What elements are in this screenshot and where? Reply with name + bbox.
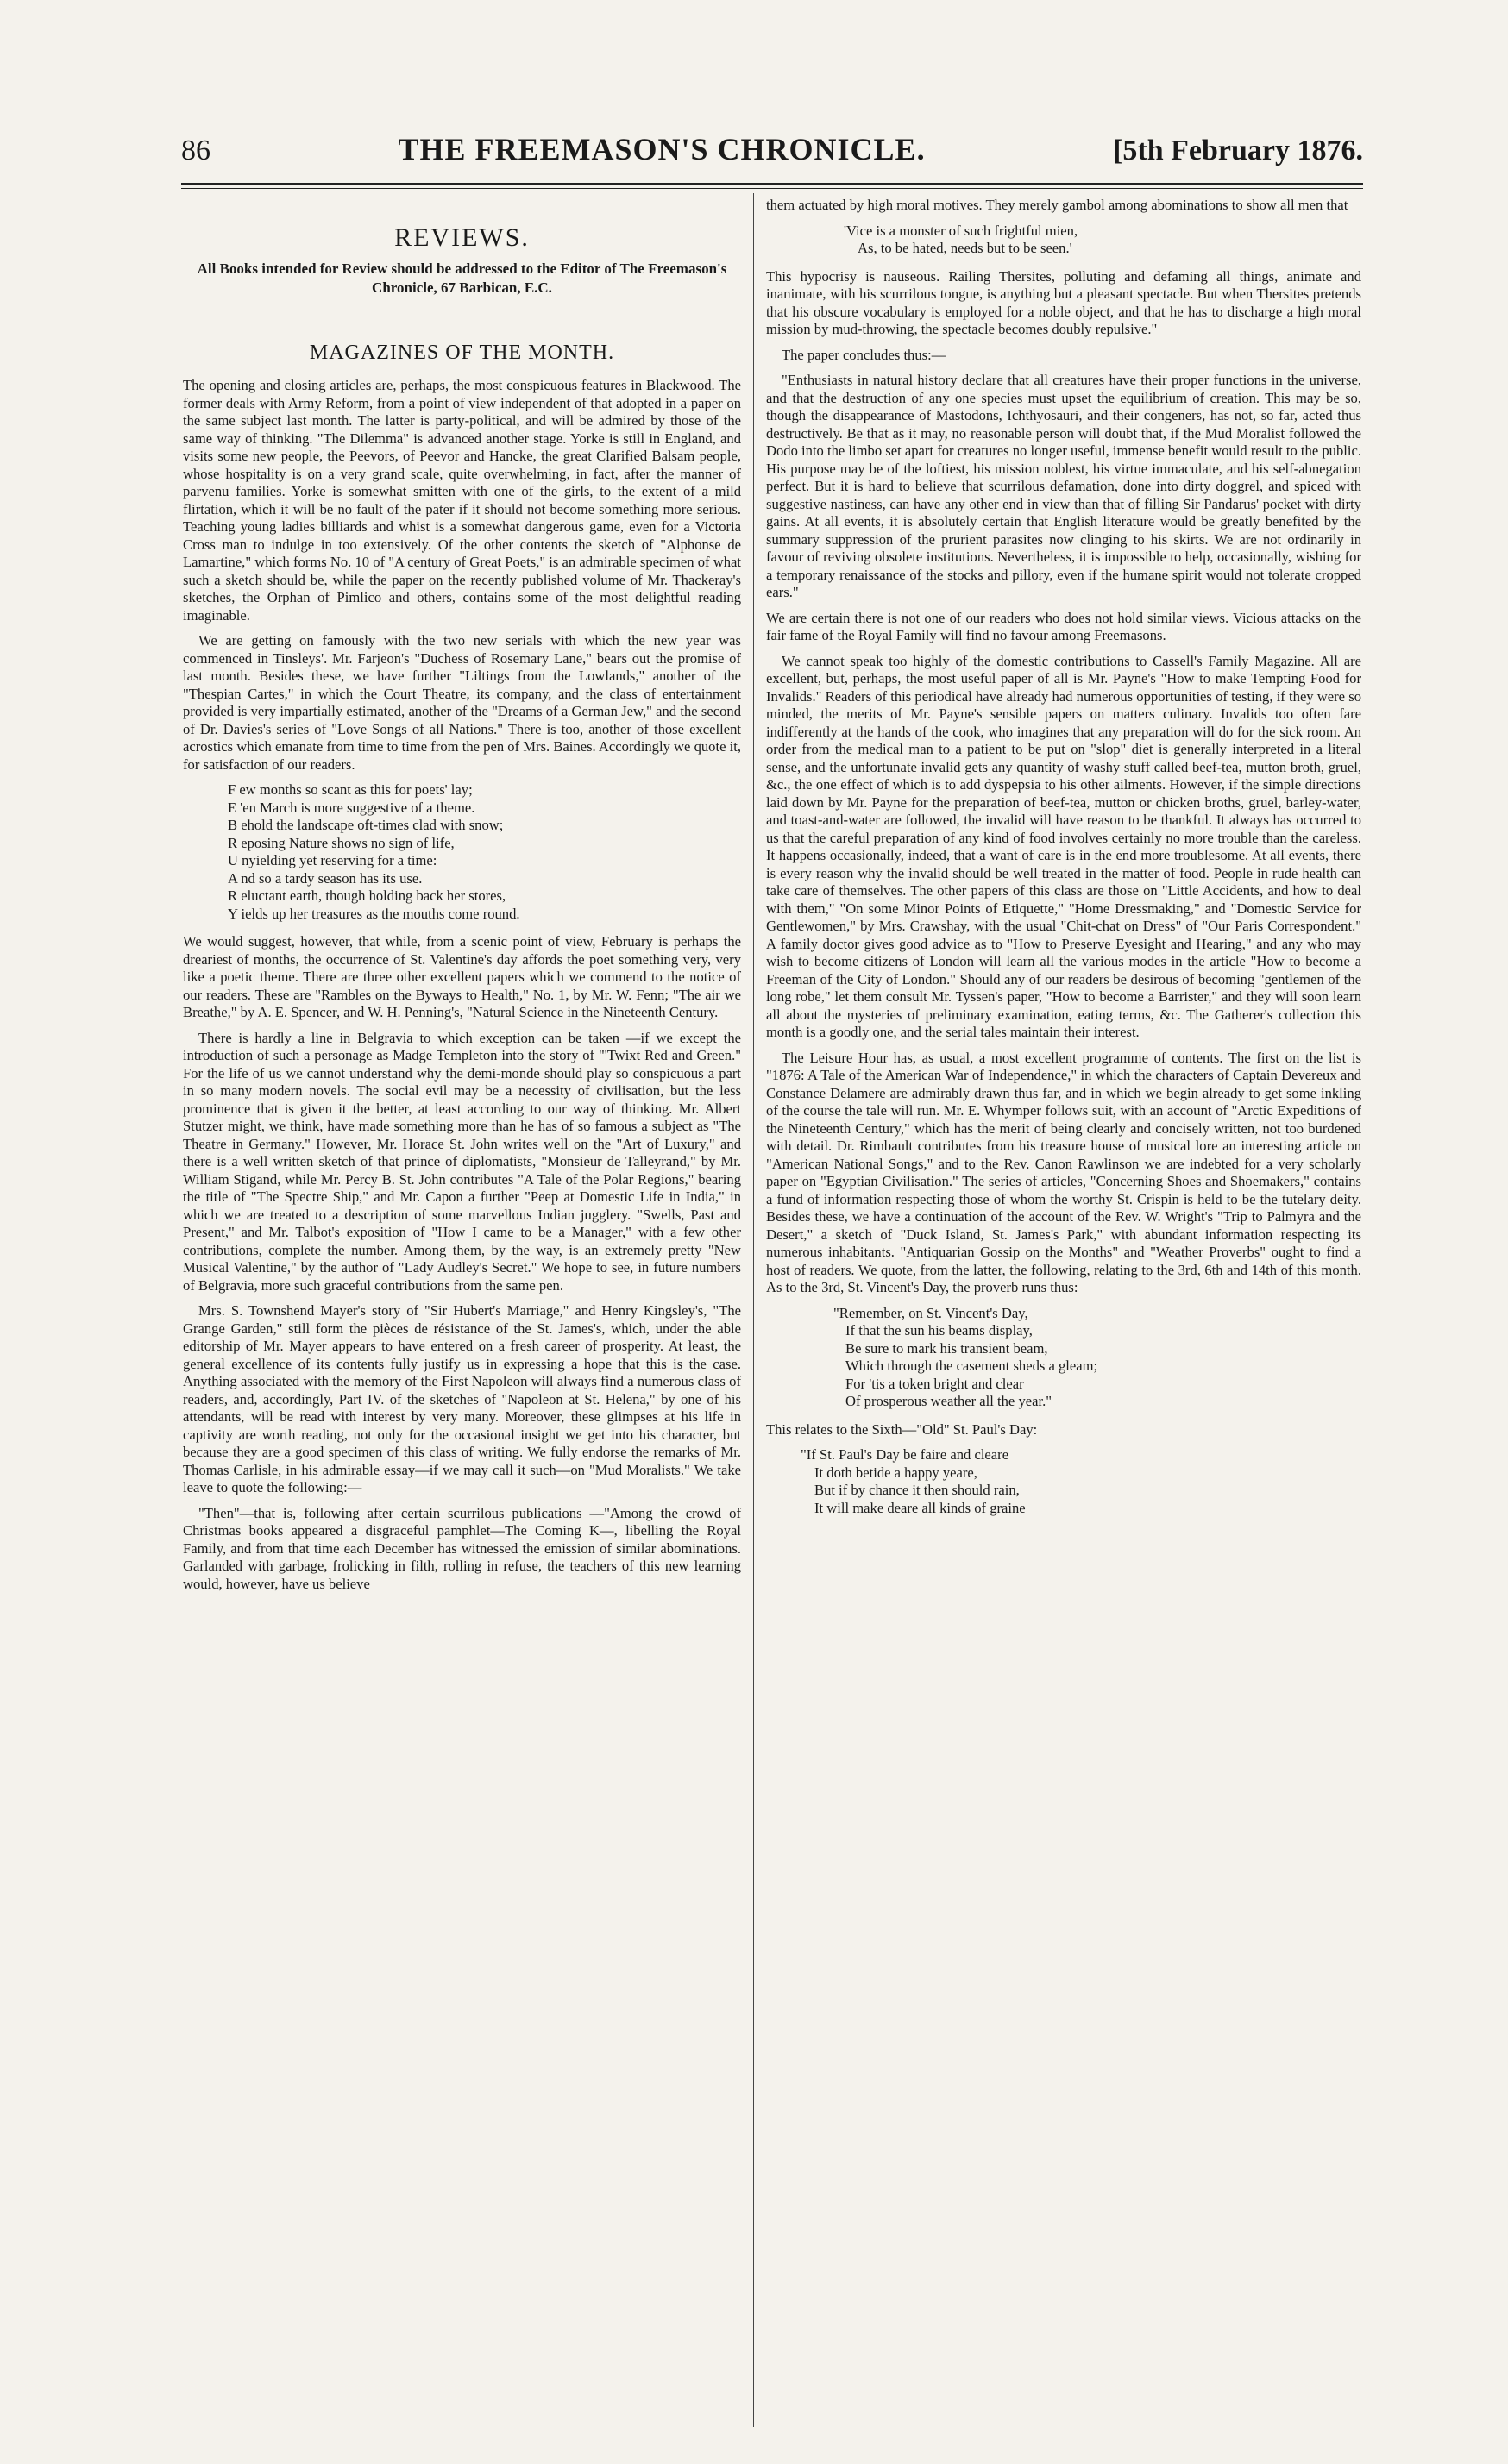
page-number: 86 bbox=[181, 135, 210, 166]
poem-line: A nd so a tardy season has its use. bbox=[228, 869, 423, 887]
poem-line: F ew months so scant as this for poets' lay; bbox=[228, 781, 473, 798]
poem-line: R eluctant earth, though holding back her stores, bbox=[228, 887, 506, 904]
section-title: REVIEWS. bbox=[394, 223, 530, 252]
poem-line: Be sure to mark his transient beam, bbox=[845, 1339, 1048, 1357]
issue-date: [5th February 1876. bbox=[1113, 135, 1363, 166]
paragraph-cassells: We cannot speak too highly of the domestic contributions to Cassell's Family Magazine. All are excellent, but, perhaps, the most useful paper of all is Mr. Payne's "How to make Tempting Food for Invalids." Readers of this periodical have already had numerous opportunities of testing, if they were so minded, the merits of Mr. Payne's sensible papers on matters culinary. Invalids too often fare indifferently at the hands of the cook, who imagines that any preparation will do for the sick room. An order from the medical man to a patient to be put on "slop" diet is generally interpreted in a literal sense, and the unfortunate invalid gets any quantity of washy stuff called beef-tea, mutton broth, gruel, &c., the one effect of which is to add dyspepsia to his other ailments. However, if the simple directions laid down by Mr. Payne for the preparation of beef-tea, mutton or chicken broths, gruel, barley-water, and toast-and-water are followed, the invalid will have reason to be thankful. It always has occurred to us that the careful preparation of any kind of food involves certainly no more trouble than the careless. It happens occasionally, indeed, that a want of care is in the end more troublesome. At all events, there is every reason why the invalid should be well treated in the matter of food. People in rude health can take care of themselves. The other papers of this class are those on "Little Accidents, and how to deal with them," "On some Minor Points of Etiquette," "Home Dressmaking," and "Domestic Service for Gentlewomen," by Mrs. Crawshay, with the usual "Chit-chat on Dress" of "Our Paris Correspondent." A family doctor gives good advice as to "How to Preserve Eyesight and Hearing," and any who may wish to become citizens of London will learn all the various modes in the article "How to become a Freeman of the City of London." Should any of our readers be desirous of becoming "gentlemen of the long robe," let them consult Mr. Tyssen's paper, "How to become a Barrister," and they will soon learn all about the mysteries of preliminary examination, eating terms, &c. The Gatherer's collection this month is a goodly one, and the serial tales maintain their interest. bbox=[766, 652, 1361, 1040]
paragraph-tinsleys: We are getting on famously with the two new serials with which the new year was commenced in Tinsleys'. Mr. Farjeon's "Duchess of Rosemary Lane," bears out the promise of last month. Besides these, we have further "Liltings from the Lowlands," another of the "Thespian Cartes," in which the Court Theatre, its company, and the class of entertainment provided is very impartially estimated, another of the "Dreams of a German Jew," and the second of Dr. Davies's series of "Love Songs of all Nations." There is too, another of those excellent acrostics which emanate from time to time from the pen of Mrs. Baines. Accordingly we quote it, for satisfaction of our readers. bbox=[183, 632, 741, 773]
page-header bbox=[181, 131, 1363, 183]
poem-line: B ehold the landscape oft-times clad with snow; bbox=[228, 817, 504, 833]
paragraph-st-paul: This relates to the Sixth—"Old" St. Paul's Day: bbox=[766, 1420, 1038, 1438]
header-rule-thin bbox=[181, 188, 1363, 189]
st-vincent-verse bbox=[766, 1305, 1361, 1411]
paragraph-quote-continued: them actuated by high moral motives. They merely gambol among abominations to show all men that bbox=[766, 197, 1348, 213]
poem-line: But if by chance it then should rain, bbox=[814, 1482, 1020, 1498]
column-divider bbox=[753, 193, 754, 2427]
st-paul-verse bbox=[766, 1446, 1361, 1517]
journal-title: THE FREEMASON'S CHRONICLE. bbox=[398, 132, 926, 166]
acrostic-poem bbox=[183, 781, 741, 923]
paragraph-leisure-hour: The Leisure Hour has, as usual, a most excellent programme of contents. The first on the list is "1876: A Tale of the American War of Independence," in which the characters of Captain Devereux and Constance Delamere are admirably drawn thus far, and in which we begin already to get some inkling of the course the tale will run. Mr. E. Whymper follows suit, with an account of "Arctic Expeditions of the Nineteenth Century," which has the merit of being clearly and concisely written, not too burdened with detail. Dr. Rimbault contributes from his treasure house of musical lore an interesting article on "American National Songs," and to the Rev. Canon Rawlinson we are indebted for a very scholarly paper on "Egyptian Civilisation." The series of articles, "Concerning Shoes and Shoemakers," contains a fund of information respecting those of whom the worthy St. Crispin is held to be the tutelary deity. Besides these, we have a continuation of the account of the Rev. W. Wright's "Trip to Palmyra and the Desert," a sketch of "Duck Island, St. James's Park," with abundant information respecting its numerous inhabitants. "Antiquarian Gossip on the Months" and "Weather Proverbs" ought to find a host of readers. We quote, from the latter, the following, relating to the 3rd, 6th and 14th of this month. As to the 3rd, St. Vincent's Day, the proverb runs thus: bbox=[766, 1049, 1361, 1295]
couplet bbox=[766, 223, 1361, 258]
poem-line: Of prosperous weather all the year." bbox=[845, 1393, 1052, 1409]
right-column bbox=[766, 197, 1361, 1527]
paragraph-readers: We are certain there is not one of our readers who does not hold similar views. Vicious attacks on the fair fame of the Royal Family will find no favour among Freemasons. bbox=[766, 609, 1361, 643]
poem-line: "Remember, on St. Vincent's Day, bbox=[833, 1304, 1028, 1321]
paragraph-quote-start: "Then"—that is, following after certain scurrilous publications —"Among the crowd of Christmas books appeared a disgraceful pamphlet—The Coming K—, libelling the Royal Family, and from that time each December has witnessed the emission of similar abominations. Garlanded with garbage, frolicking in filth, rolling in refuse, the teachers of this new learning would, however, have us believe bbox=[183, 1504, 741, 1592]
poem-line: U nyielding yet reserving for a time: bbox=[228, 852, 437, 868]
subsection-title: MAGAZINES OF THE MONTH. bbox=[309, 341, 615, 364]
poem-line: If that the sun his beams display, bbox=[845, 1322, 1033, 1339]
header-rule bbox=[181, 183, 1363, 185]
poem-line: It will make deare all kinds of graine bbox=[814, 1499, 1026, 1516]
paragraph-st-jamess: Mrs. S. Townshend Mayer's story of "Sir Hubert's Marriage," and Henry Kingsley's, "The Grange Garden," still form the pièces de résistance of the St. James's, which, under the able editorship of Mr. Mayer appears to have entered on a fresh career of prosperity. At least, the general excellence of its contents fully justify us in expressing a hope that this is the case. Anything associated with the memory of the First Napoleon will always find a numerous class of readers, and, accordingly, Part IV. of the sketches of "Napoleon at St. Helena," by one of his attendants, will be read with interest by very many. Moreover, these glimpses at his life in captivity are worth reading, not only for the occasional insight we get into his character, but because they are a good specimen of this class of writing. We fully endorse the remarks of Mr. Thomas Carlisle, in his admirable essay—if we may call it such—on "Mud Moralists." We take leave to quote the following:— bbox=[183, 1302, 741, 1495]
poem-line: For 'tis a token bright and clear bbox=[845, 1375, 1024, 1392]
left-column bbox=[183, 197, 741, 1601]
poem-line: "If St. Paul's Day be faire and cleare bbox=[801, 1446, 1009, 1463]
poem-line: Y ields up her treasures as the mouths come round. bbox=[228, 905, 520, 922]
review-notice: All Books intended for Review should be addressed to the Editor of The Freemason's Chronicle, 67 Barbican, E.C. bbox=[197, 260, 727, 296]
poem-line: As, to be hated, needs but to be seen.' bbox=[858, 240, 1072, 256]
poem-line: E 'en March is more suggestive of a theme. bbox=[228, 799, 475, 816]
paragraph-blackwood: The opening and closing articles are, perhaps, the most conspicuous features in Blackwood. The former deals with Army Reform, from a point of view independent of that adopted in a paper on the same subject last month. The latter is party-political, and will be admired by those of the same way of thinking. "The Dilemma" is advanced another stage. Yorke is still in England, and visits some new people, the Peevors, of Peevor and Hancke, the great Clarified Balsam people, whose hospitality is on a very grand scale, quite overwhelming, in fact, after the manner of parvenu families. Yorke is somewhat smitten with one of the girls, to the extent of a mild flirtation, which it will be no fault of the pater if it should not become something more serious. Teaching young ladies billiards and whist is a somewhat dangerous game, even for a Victoria Cross man to indulge in too extensively. Of the other contents the sketch of "Alphonse de Lamartine," which forms No. 10 of "A century of Great Poets," is an admirable specimen of what such a sketch should be, while the paper on the recently published volume of Mr. Thackeray's sketches, the Orphan of Pimlico and others, contains some of the most delightful reading imaginable. bbox=[183, 377, 741, 624]
paragraph-february: We would suggest, however, that while, from a scenic point of view, February is perhaps the dreariest of months, the occurrence of St. Valentine's day affords the poet something very, very like a poetic theme. There are three other excellent papers which we commend to the notice of our readers. These are "Rambles on the Byways to Health," No. 1, by Mr. W. Fenn; "The air we Breathe," by A. E. Spencer, and W. H. Penning's, "Natural Science in the Nineteenth Century. bbox=[183, 933, 741, 1020]
paragraph-enthusiasts: "Enthusiasts in natural history declare that all creatures have their proper functions in the universe, and that the destruction of any one species must upset the equilibrium of creation. This may be so, though the disappearance of Mastodons, Ichthyosauri, and their congeners, has not, so far, acted thus destructively. Be that as it may, no reasonable person will doubt that, if the Mud Moralist followed the Dodo into the limbo set apart for creatures no longer useful, immense benefit would result to the public. His purpose may be of the loftiest, his mission noblest, his virtue immaculate, and his self-abnegation perfect. But it is hard to believe that scurrilous defamation, done into dirty doggrel, and spiced with suggestive nastiness, can have any other end in view than that of filling Sir Pandarus' pocket with dirty gains. At all events, it is absolutely certain that English literature would be greatly benefited by the summary suppression of the prurient parasites now clinging to his skirts. We are not ordinarily in favour of reviving obsolete institutions. Nevertheless, it is impossible to help, occasionally, wishing for a temporary renaissance of the stocks and pillory, even if the humane spirit would not tolerate cropped ears." bbox=[766, 372, 1361, 600]
poem-line: Which through the casement sheds a gleam; bbox=[845, 1357, 1098, 1374]
paragraph-belgravia: There is hardly a line in Belgravia to which exception can be taken —if we except the introduction of such a personage as Madge Templeton into the story of "'Twixt Red and Green." For the life of us we cannot understand why the demi-monde should play so conspicuous a part in so many modern novels. The social evil may be a necessity of civilisation, but the less prominence that is given it the better, at least according to our way of thinking. Mr. Albert Stutzer might, we think, have made something more than he has of so famous a subject as "The Theatre in Germany." However, Mr. Horace St. John writes well on the "Art of Luxury," and there is a well written sketch of that prince of diplomatists, "Monsieur de Talleyrand," by Mr. William Stigand, while Mr. Percy B. St. John contributes "A Tale of the Polar Regions," bearing the title of "The Spectre Ship," and Mr. Capon a further "Peep at Domestic Life in India," in which we are treated to a description of some marvellous Indian jugglery. "Swells, Past and Present," and Mr. Talbot's exposition of "How I came to be a Manager," with a few other contributions, complete the number. Among them, by the way, is an extremely pretty "New Musical Valentine," by the author of "Lady Audley's Secret." We hope to see, in future numbers of Belgravia, more such graceful contributions from the same pen. bbox=[183, 1029, 741, 1294]
poem-line: It doth betide a happy yeare, bbox=[814, 1464, 977, 1481]
paragraph-hypocrisy: This hypocrisy is nauseous. Railing Thersites, polluting and defaming all things, animate and inanimate, with his scurrilous tongue, is anything but a pleasant spectacle. But when Thersites pretends that his obscure vocabulary is employed for a noble object, and that he has to discharge a high moral mission by mud-throwing, the spectacle becomes doubly repulsive." bbox=[766, 267, 1361, 337]
paragraph-concludes: The paper concludes thus:— bbox=[782, 346, 946, 363]
poem-line: 'Vice is a monster of such frightful mien, bbox=[844, 222, 1078, 239]
poem-line: R eposing Nature shows no sign of life, bbox=[228, 834, 455, 851]
